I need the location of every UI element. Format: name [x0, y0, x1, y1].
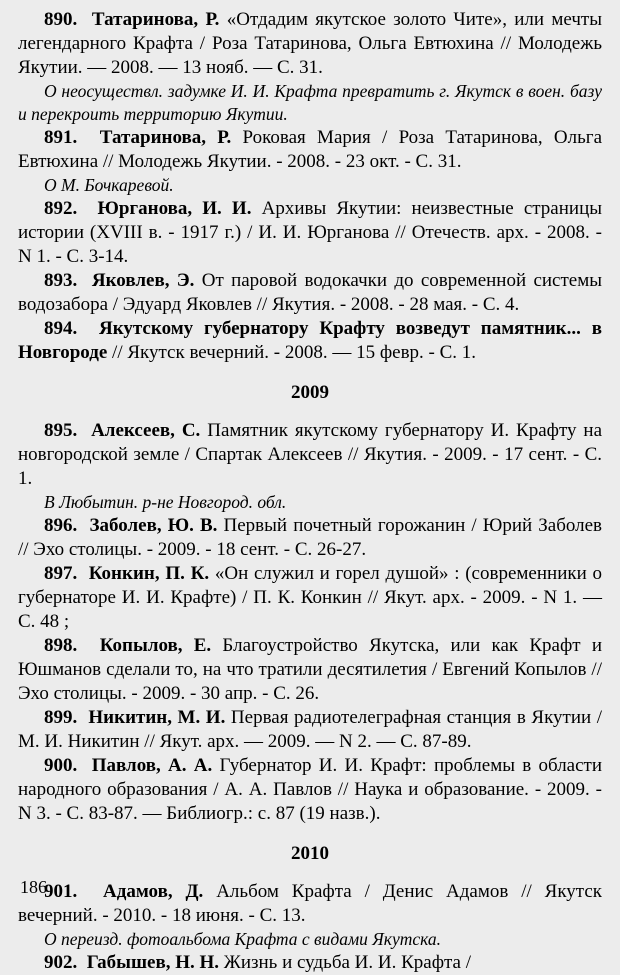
entry-number: 890. — [44, 9, 78, 30]
bibliography-entry — [18, 706, 602, 754]
entry-description: Губернатор И. И. Крафт: проблемы в области народного образования / А. А. Павлов // Наука и образование. - 2009. - N 3. - С. 83-87. — Библиогр.: с. 87 (19 назв.). — [18, 755, 603, 824]
entry-text — [18, 706, 602, 754]
bibliography-entry — [18, 880, 602, 951]
entry-number: 893. — [44, 270, 78, 291]
entry-text — [18, 880, 602, 928]
entry-description: «Отдадим якутское золото Чите», или мечты легендарного Крафта / Роза Татаринова, Ольга Евтюхина // Молодежь Якутии. — 2008. — 13 нояб. — С. 31. — [18, 9, 602, 78]
entry-number: 898. — [44, 635, 78, 656]
page-number: 186 — [20, 877, 47, 897]
entry-number: 900. — [44, 755, 78, 776]
entry-description: Альбом Крафта / Денис Адамов // Якутск вечерний. - 2010. - 18 июня. - С. 13. — [18, 881, 602, 926]
entry-description: Благоустройство Якутска, или как Крафт и Юшманов сделали то, на что тратили десятилетия / Евгений Копылов // Эхо столицы. - 2009. - 30 апр. - С. 26. — [18, 635, 603, 704]
entry-author: Габышев, Н. Н. — [86, 952, 220, 973]
entry-text — [18, 317, 602, 365]
entry-author: Татаринова, Р. — [99, 127, 232, 148]
entry-annotation: О неосуществл. задумке И. И. Крафта превратить г. Якутск в воен. базу и перекроить территорию Якутии. — [18, 81, 602, 124]
bibliography-entry — [18, 951, 602, 975]
bibliography-entry — [18, 317, 602, 365]
entry-author: Павлов, А. А. — [91, 755, 213, 776]
entry-text — [18, 754, 602, 826]
entry-description: Первый почетный горожанин / Юрий Заболев // Эхо столицы. - 2009. - 18 сент. - С. 26-27. — [18, 515, 603, 560]
entry-description: Памятник якутскому губернатору И. Крафту на новгородской земле / Спартак Алексеев // Якутия. - 2009. - 17 сент. - С. 1. — [18, 420, 603, 489]
entry-text — [18, 514, 602, 562]
bibliography-entry — [18, 197, 602, 269]
bibliography-list — [18, 8, 602, 975]
bibliography-entry — [18, 269, 602, 317]
entry-annotation: О переизд. фотоальбома Крафта с видами Якутска. — [44, 929, 442, 949]
entry-number: 896. — [44, 515, 78, 536]
entry-text — [18, 634, 602, 706]
entry-author: Никитин, М. И. — [88, 707, 226, 728]
bibliography-entry — [18, 754, 602, 826]
entry-number: 897. — [44, 563, 78, 584]
entry-author: Юрганова, И. И. — [97, 198, 252, 219]
entry-number: 891. — [44, 127, 78, 148]
entry-text — [18, 419, 602, 491]
entry-number: 902. — [44, 952, 78, 973]
entry-number: 894. — [44, 318, 78, 339]
entry-description: От паровой водокачки до современной системы водозабора / Эдуард Яковлев // Якутия. - 2008. - 28 мая. - С. 4. — [18, 270, 603, 315]
bibliography-entry — [18, 562, 602, 634]
entry-description: // Якутск вечерний. - 2008. — 15 февр. - С. 1. — [112, 342, 477, 363]
entry-annotation: В Любытин. р-не Новгород. обл. — [44, 492, 287, 512]
entry-description: Жизнь и судьба И. И. Крафта / — [223, 952, 472, 973]
entry-text — [18, 8, 602, 80]
bibliography-entry — [18, 514, 602, 562]
entry-description: Роковая Мария / Роза Татаринова, Ольга Евтюхина // Молодежь Якутии. - 2008. - 23 окт. - С. 31. — [18, 127, 602, 172]
year-heading: 2009 — [291, 382, 329, 403]
year-heading: 2010 — [291, 843, 329, 864]
entry-description: «Он служил и горел душой» : (современники о губернаторе И. И. Крафте) / П. К. Конкин // Якут. арх. - 2009. - N 1. — С. 48 ; — [18, 563, 602, 632]
bibliography-entry — [18, 419, 602, 514]
bibliography-entry — [18, 8, 602, 126]
entry-author: Адамов, Д. — [103, 881, 204, 902]
entry-number: 892. — [44, 198, 78, 219]
entry-description: Архивы Якутии: неизвестные страницы истории (XVIII в. - 1917 г.) / И. И. Юрганова // Отечеств. арх. - 2008. - N 1. - С. 3-14. — [18, 198, 603, 267]
entry-number: 899. — [44, 707, 78, 728]
bibliography-entry — [18, 634, 602, 706]
entry-text — [18, 951, 602, 975]
entry-author: Заболев, Ю. В. — [89, 515, 218, 536]
entry-author: Яковлев, Э. — [91, 270, 195, 291]
entry-description: Первая радиотелеграфная станция в Якутии / М. И. Никитин // Якут. арх. — 2009. — N 2. — С. 87-89. — [18, 707, 603, 752]
entry-number: 895. — [44, 420, 78, 441]
entry-annotation: О М. Бочкаревой. — [44, 175, 174, 195]
entry-author: Копылов, Е. — [99, 635, 212, 656]
entry-text — [18, 562, 602, 634]
entry-text — [18, 197, 602, 269]
entry-author: Татаринова, Р. — [91, 9, 220, 30]
bibliography-entry — [18, 126, 602, 197]
entry-author: Алексеев, С. — [91, 420, 201, 441]
entry-number: 901. — [44, 881, 78, 902]
entry-author: Якутскому губернатору Крафту возведут памятник... в Новгороде — [18, 318, 602, 363]
entry-text — [18, 269, 602, 317]
entry-text — [18, 126, 602, 174]
entry-author: Конкин, П. К. — [88, 563, 210, 584]
